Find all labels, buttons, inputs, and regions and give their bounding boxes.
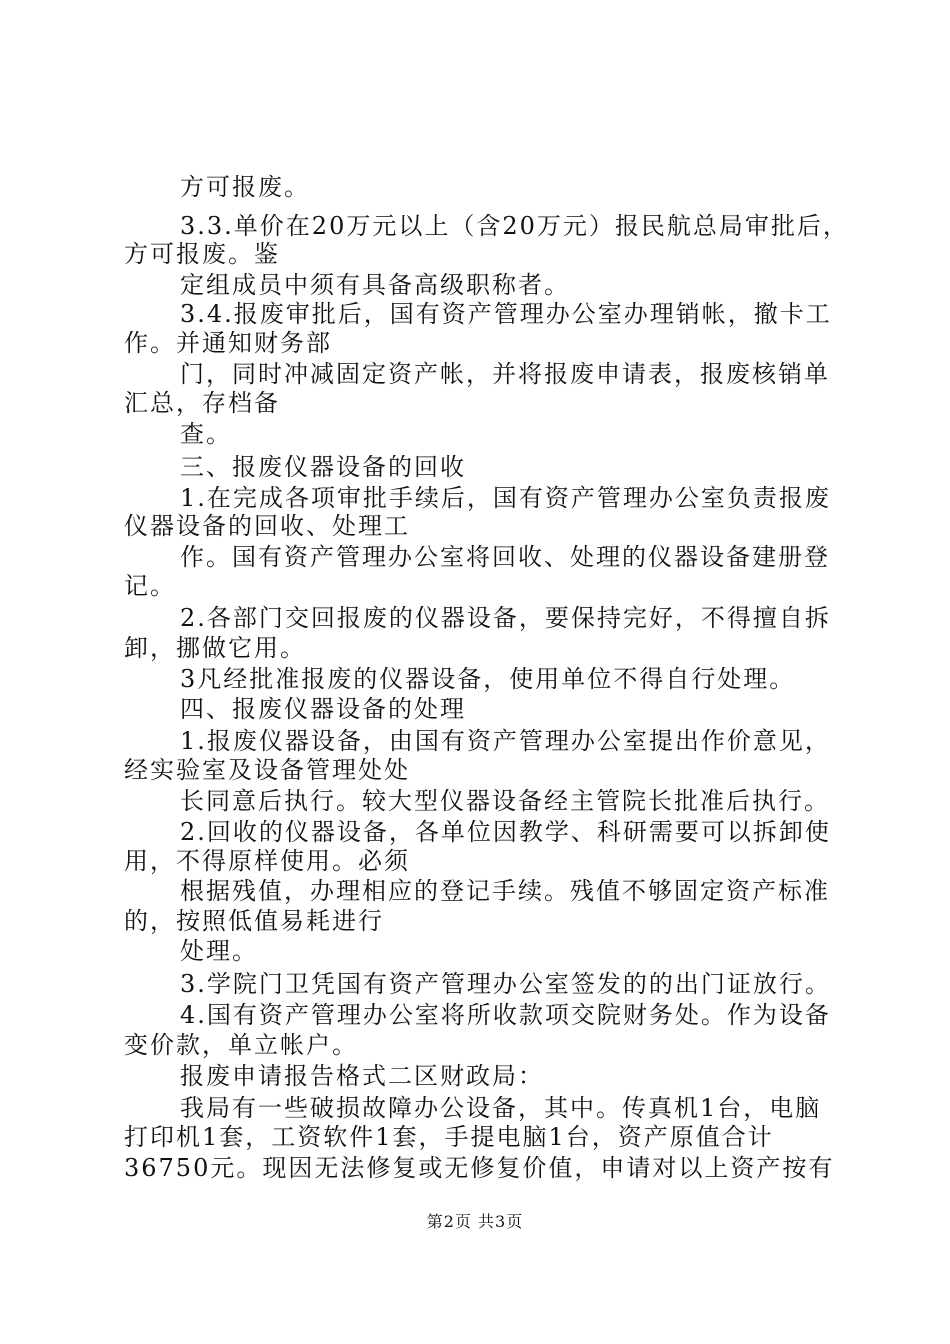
text-line: 方可报废。鉴	[124, 240, 280, 268]
text-line: 查。	[180, 420, 232, 448]
text-line: 仪器设备的回收、处理工	[124, 512, 410, 540]
text-line: 长同意后执行。较大型仪器设备经主管院长批准后执行。	[180, 787, 830, 815]
text-line: 卸，挪做它用。	[124, 634, 306, 662]
text-line: 3.4.报废审批后，国有资产管理办公室办理销帐，撤卡工	[180, 300, 832, 328]
text-line: 用，不得原样使用。必须	[124, 847, 410, 875]
text-line: 3.3.单价在20万元以上（含20万元）报民航总局审批后，	[180, 212, 849, 240]
text-line: 变价款，单立帐户。	[124, 1031, 358, 1059]
text-line: 打印机1套，工资软件1套，手提电脑1台，资产原值合计	[124, 1123, 774, 1151]
text-line: 作。并通知财务部	[124, 329, 332, 357]
section-heading: 三、报废仪器设备的回收	[180, 453, 466, 481]
text-line: 作。国有资产管理办公室将回收、处理的仪器设备建册登	[180, 543, 830, 571]
text-line: 2.回收的仪器设备，各单位因教学、科研需要可以拆卸使	[180, 818, 831, 846]
text-line: 的，按照低值易耗进行	[124, 907, 384, 935]
text-line: 3.学院门卫凭国有资产管理办公室签发的的出门证放行。	[180, 970, 831, 998]
text-line: 1.在完成各项审批手续后，国有资产管理办公室负责报废	[180, 484, 831, 512]
text-line: 处理。	[180, 937, 258, 965]
text-line: 根据残值，办理相应的登记手续。残值不够固定资产标准	[180, 877, 830, 905]
text-line: 方可报废。	[180, 173, 310, 201]
page-footer: 第2页 共3页	[426, 1212, 524, 1231]
text-line: 4.国有资产管理办公室将所收款项交院财务处。作为设备	[180, 1001, 831, 1029]
text-line: 定组成员中须有具备高级职称者。	[180, 271, 570, 299]
text-line: 1.报废仪器设备，由国有资产管理办公室提出作价意见，	[180, 727, 831, 755]
text-line: 报废申请报告格式二区财政局：	[180, 1062, 544, 1090]
text-line: 经实验室及设备管理处处	[124, 756, 410, 784]
text-line: 36750元。现因无法修复或无修复价值，申请对以上资产按有	[124, 1154, 835, 1182]
text-line: 2.各部门交回报废的仪器设备，要保持完好，不得擅自拆	[180, 604, 831, 632]
text-line: 汇总，存档备	[124, 389, 280, 417]
section-heading: 四、报废仪器设备的处理	[180, 695, 466, 723]
text-line: 记。	[124, 572, 176, 600]
text-line: 我局有一些破损故障办公设备，其中。传真机1台，电脑	[180, 1094, 822, 1122]
text-line: 门，同时冲减固定资产帐，并将报废申请表，报废核销单	[180, 360, 830, 388]
text-line: 3凡经批准报废的仪器设备，使用单位不得自行处理。	[180, 665, 796, 693]
